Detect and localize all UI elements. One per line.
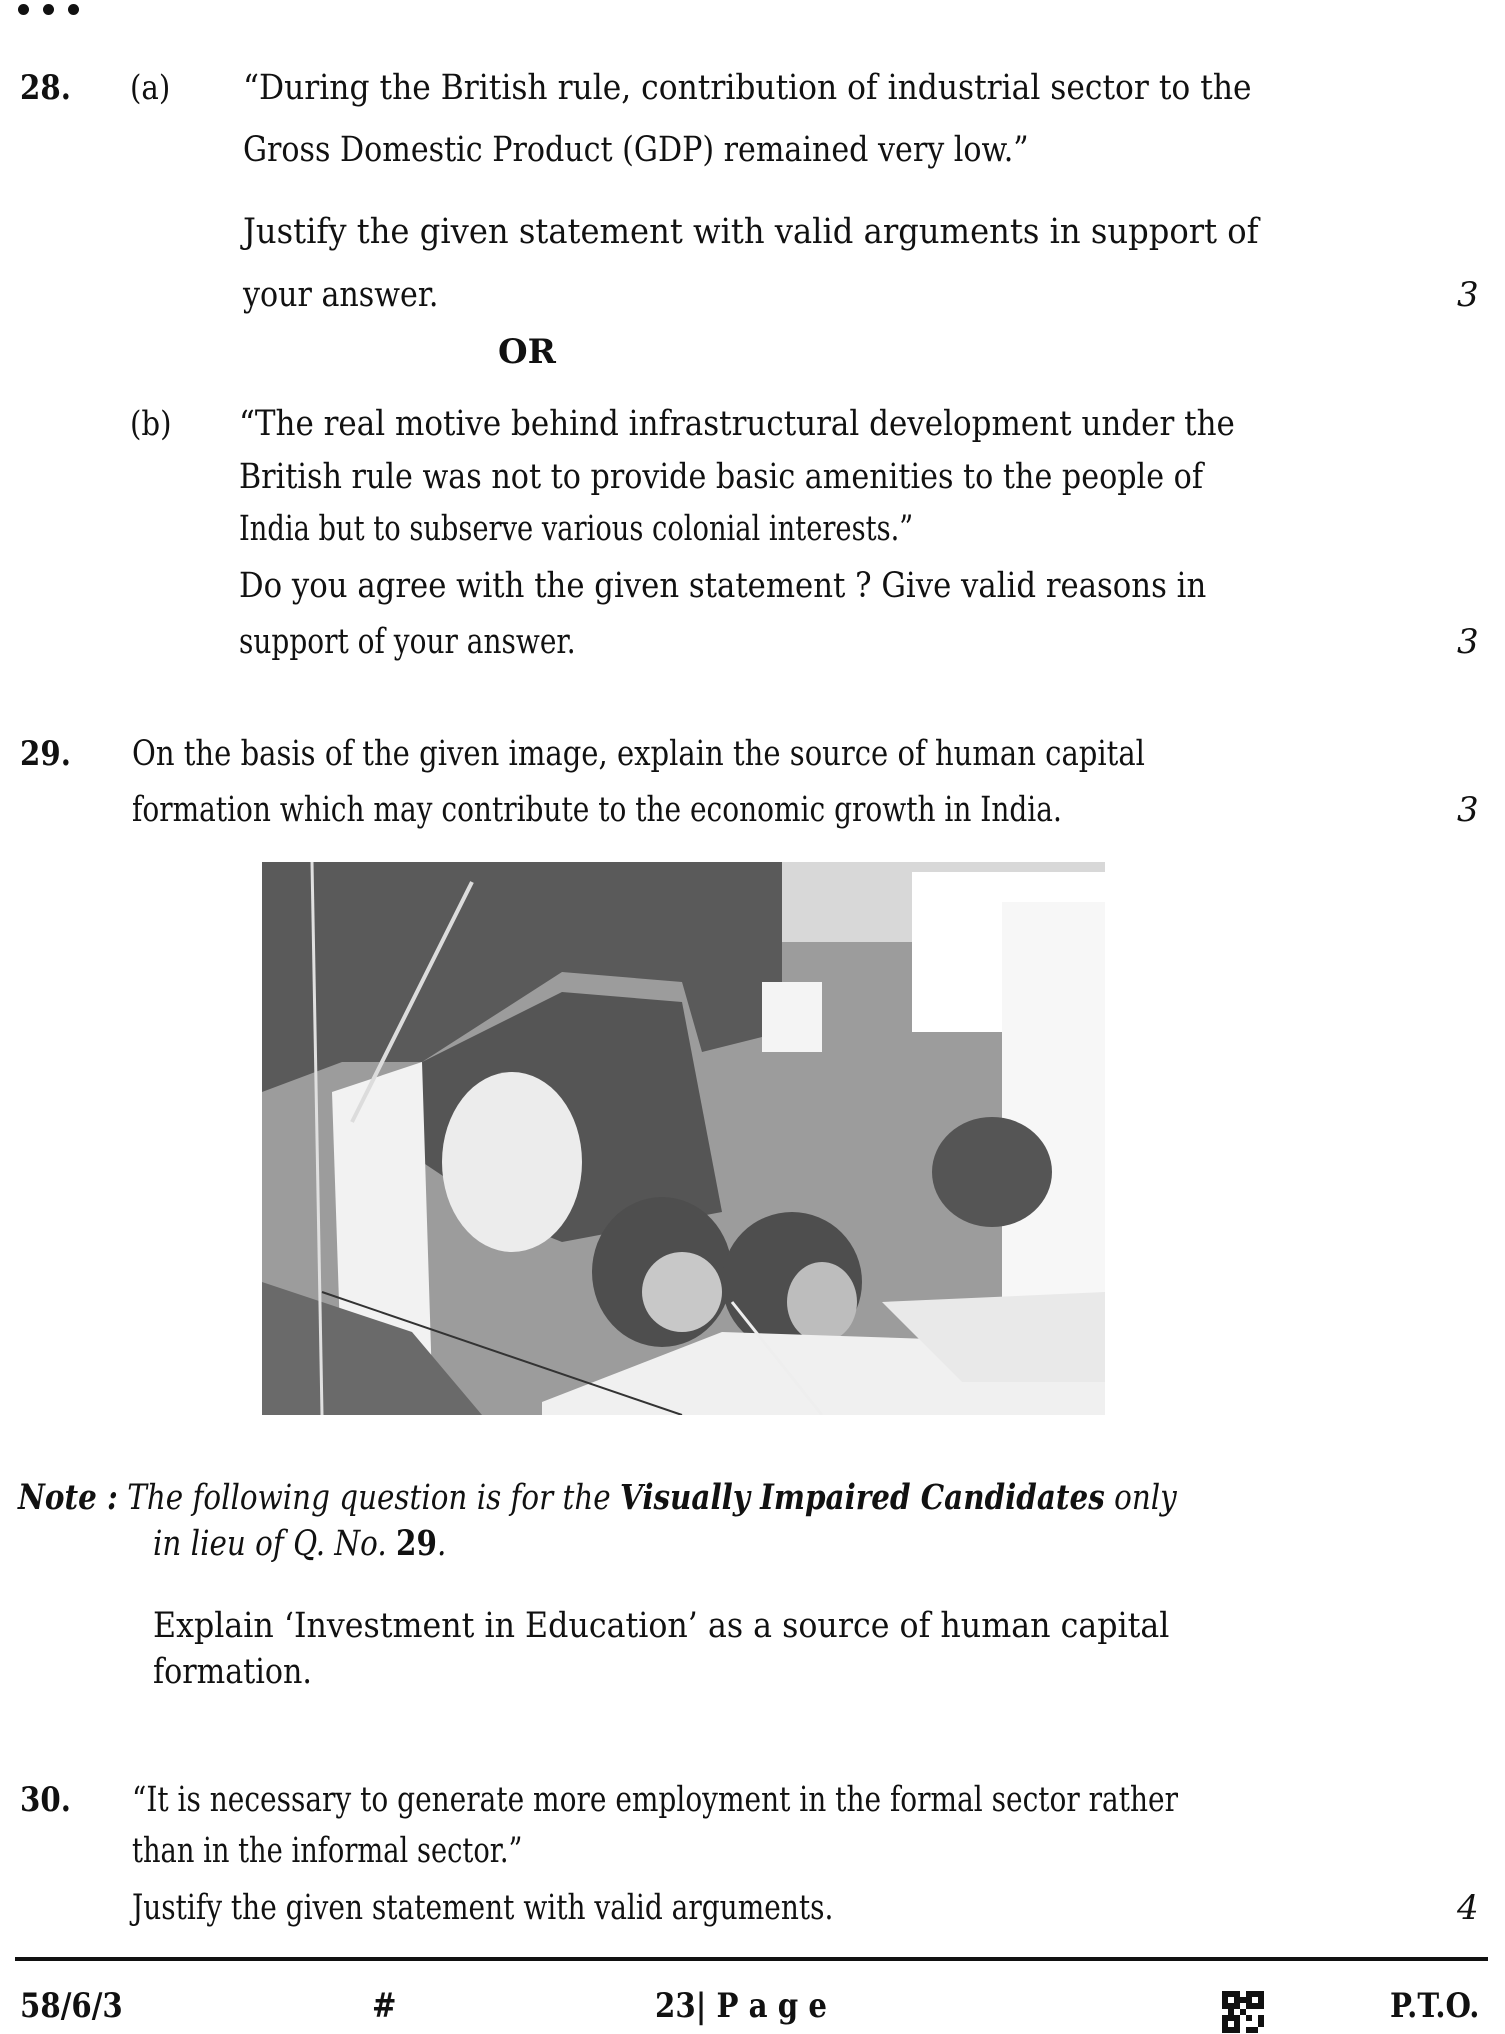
footer-rule	[15, 1957, 1488, 1961]
statement-line: “The real motive behind infrastructural development under the	[239, 404, 1235, 444]
alt-question-line: Explain ‘Investment in Education’ as a source of human capital	[153, 1606, 1170, 1646]
marks: 3	[1457, 790, 1479, 830]
hash-mark: #	[372, 1986, 397, 2026]
or-separator: OR	[498, 332, 556, 372]
question-line: formation which may contribute to the economic growth in India.	[132, 790, 1062, 830]
note-text: only	[1114, 1478, 1177, 1518]
part-label-a: (a)	[130, 68, 171, 108]
question-line: On the basis of the given image, explain the source of human capital	[132, 734, 1145, 774]
statement-line: India but to subserve various colonial interests.”	[239, 509, 914, 549]
note-label: Note :	[18, 1477, 118, 1518]
statement-line: “During the British rule, contribution of industrial sector to the	[243, 68, 1252, 108]
instruction-line: your answer.	[243, 275, 439, 315]
instruction-line: Do you agree with the given statement ? Give valid reasons in	[239, 566, 1207, 606]
note-emphasis: Visually Impaired Candidates	[620, 1477, 1105, 1518]
qr-code-icon	[1222, 1990, 1264, 2034]
dot	[68, 4, 79, 15]
marks: 3	[1457, 275, 1479, 315]
part-label-b: (b)	[130, 404, 172, 444]
question-number: 29.	[20, 734, 71, 774]
continuation-dots	[18, 4, 79, 15]
statement-line: Gross Domestic Product (GDP) remained very low.”	[243, 130, 1029, 170]
page-number-value: 23	[655, 1986, 696, 2026]
question-line: “It is necessary to generate more employment in the formal sector rather	[132, 1780, 1178, 1820]
question-number: 30.	[20, 1780, 71, 1820]
question-line: than in the informal sector.”	[132, 1831, 523, 1871]
question-line: Justify the given statement with valid arguments.	[132, 1888, 834, 1928]
marks: 4	[1457, 1888, 1479, 1928]
dot	[18, 4, 29, 15]
pto-label: P.T.O.	[1390, 1986, 1480, 2026]
classroom-photo	[262, 862, 1105, 1415]
note-text: in lieu of Q. No.	[153, 1524, 387, 1564]
dot	[43, 4, 54, 15]
note-text: The following question is for the	[127, 1478, 611, 1518]
page-label: | P a g e	[695, 1986, 828, 2026]
note-question-ref: 29	[396, 1523, 437, 1564]
statement-line: British rule was not to provide basic amenities to the people of	[239, 457, 1203, 497]
paper-code: 58/6/3	[20, 1986, 123, 2026]
note-text: .	[436, 1524, 447, 1564]
page-number	[655, 1984, 827, 2028]
note-line-1	[18, 1476, 1177, 1520]
marks: 3	[1457, 622, 1479, 662]
instruction-line: support of your answer.	[239, 622, 576, 662]
note-line-2	[153, 1522, 446, 1566]
alt-question-line: formation.	[153, 1652, 312, 1692]
instruction-line: Justify the given statement with valid arguments in support of	[243, 212, 1259, 252]
question-number: 28.	[20, 68, 71, 108]
